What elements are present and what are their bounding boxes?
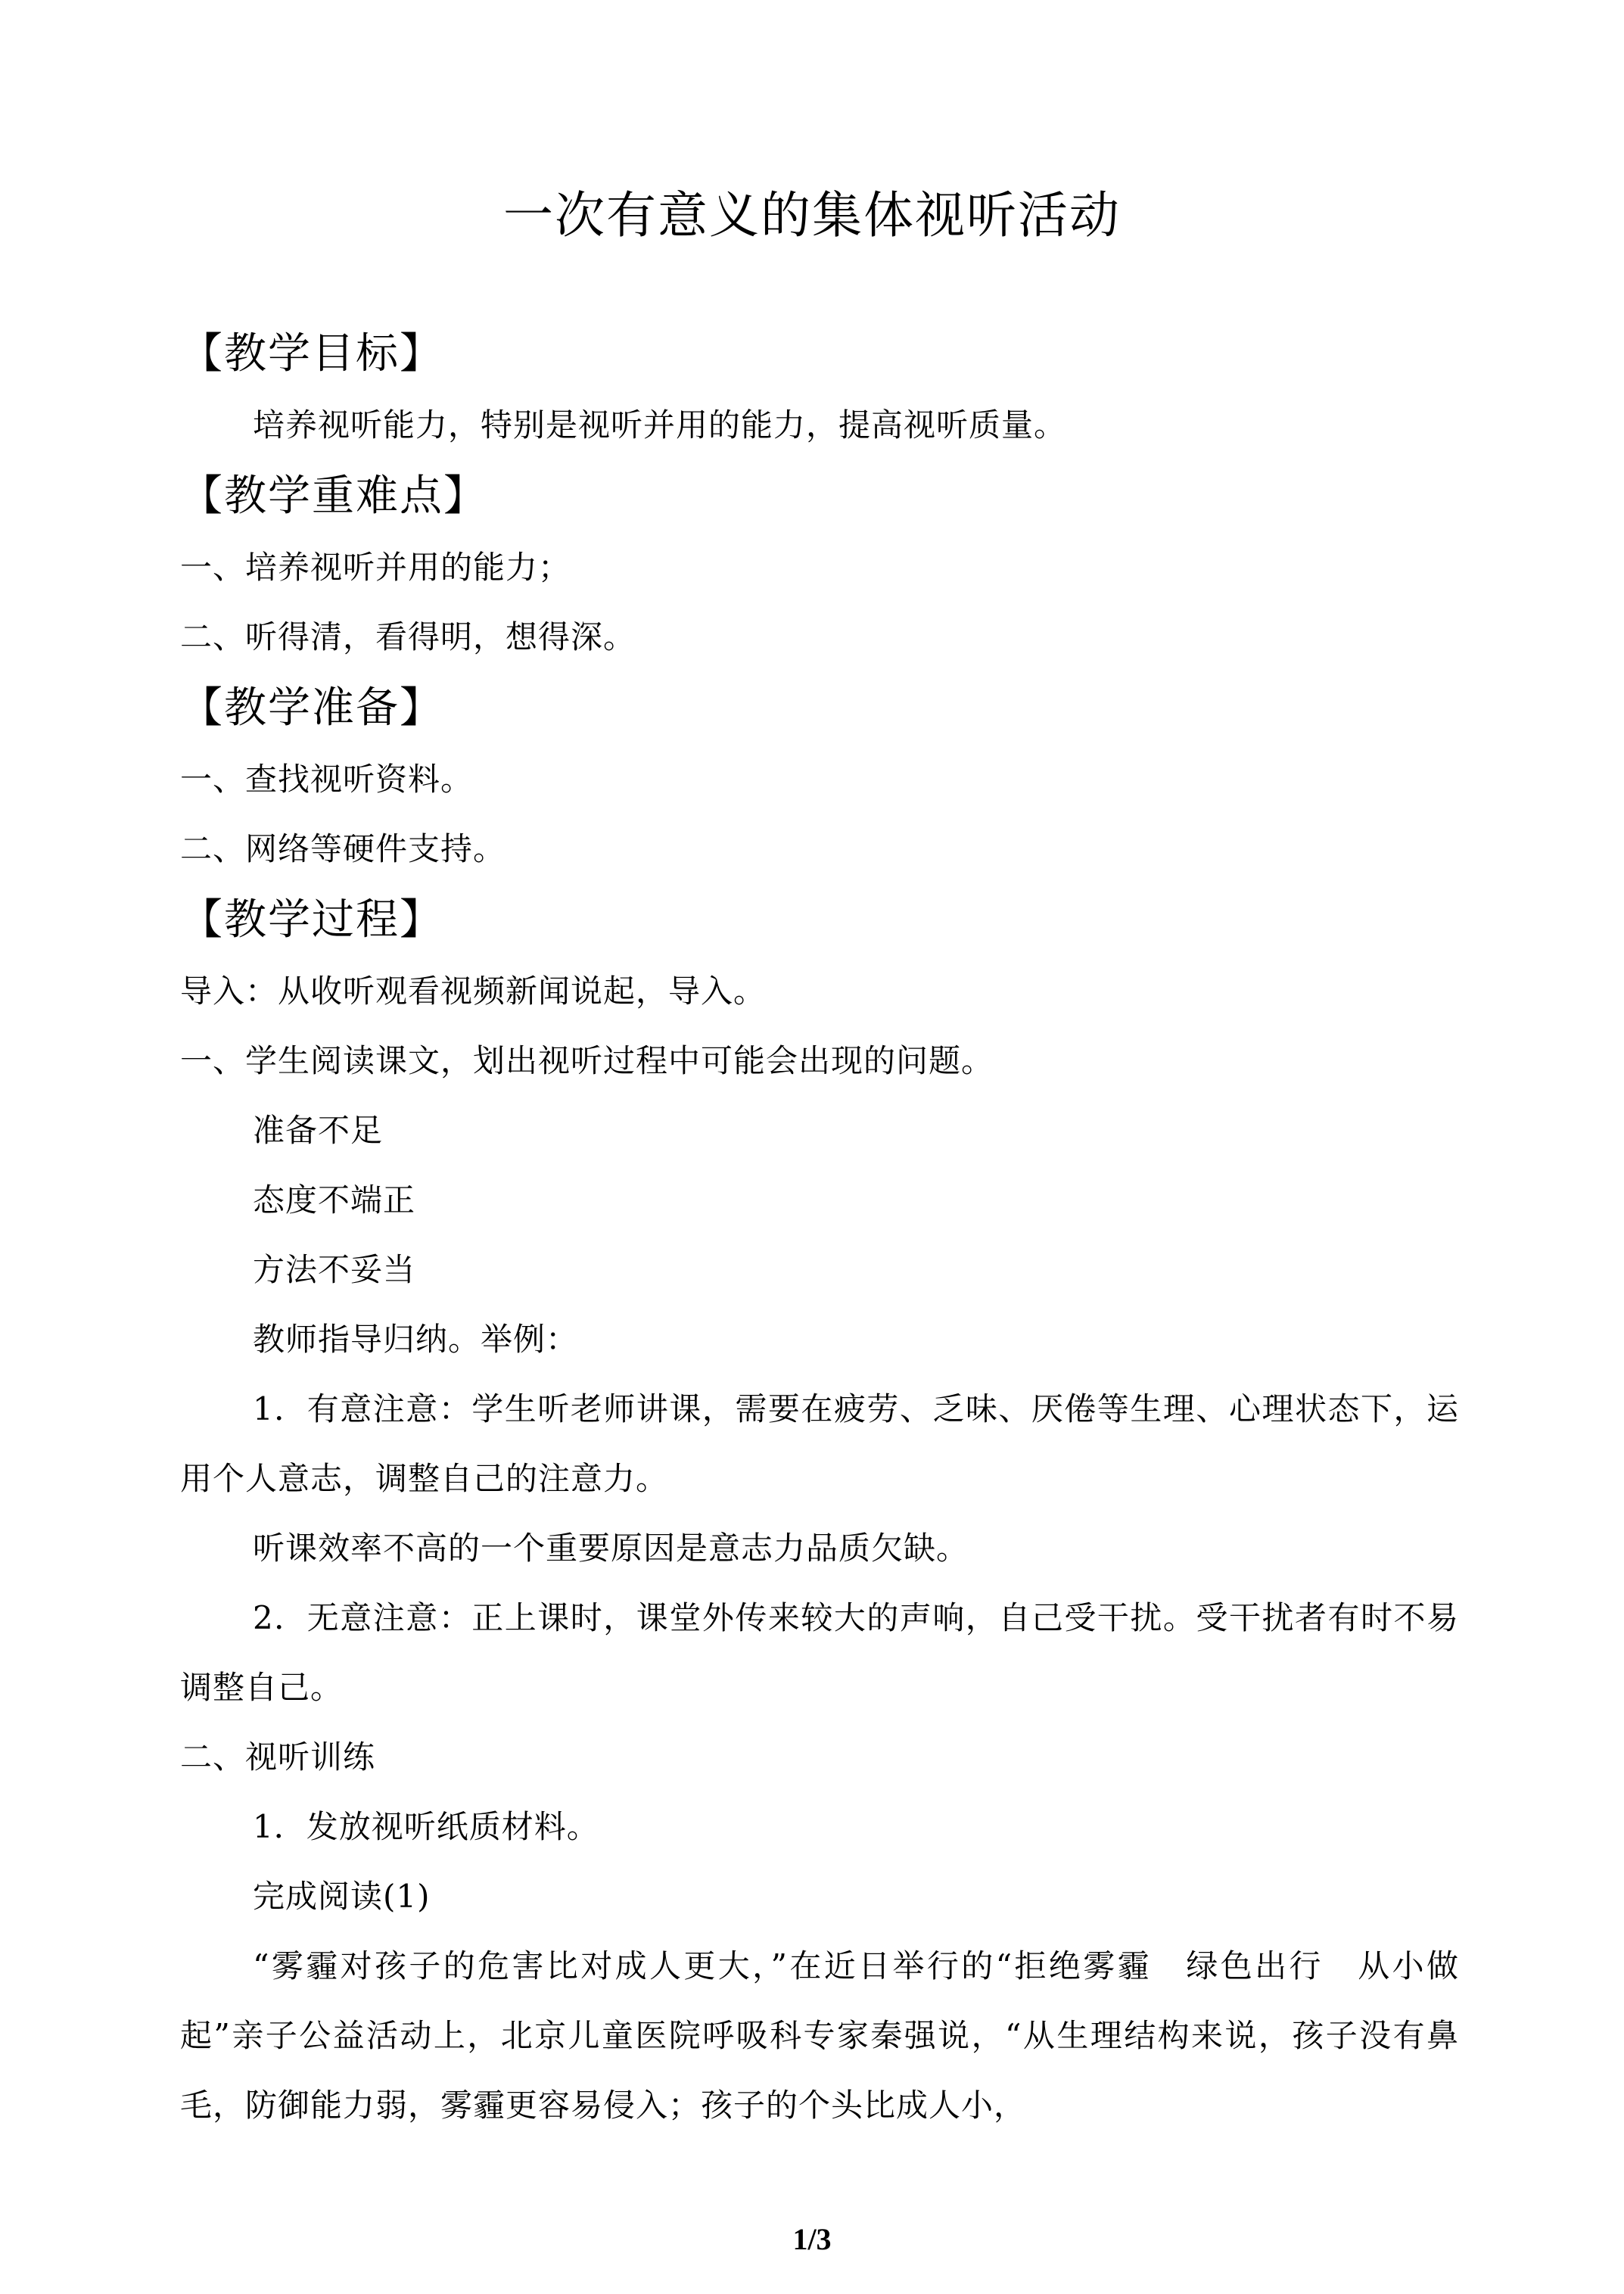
heading-preparation: 【教学准备】 [180,683,443,733]
key-point-1: 一、培养视听并用的能力； [180,549,571,586]
example-1: 1．有意注意：学生听老师讲课，需要在疲劳、乏味、厌倦等生理、心理状态下，运用个人意志，调整自己的注意力。 [180,1390,1459,1497]
objective-text: 培养视听能力，特别是视听并用的能力，提高视听质量。 [253,406,1067,444]
key-point-2: 二、听得清，看得明，想得深。 [180,618,636,655]
problem-item: 态度不端正 [253,1181,416,1219]
heading-key-points: 【教学重难点】 [180,472,487,521]
preparation-1: 一、查找视听资料。 [180,761,474,798]
preparation-2: 二、网络等硬件支持。 [180,830,506,867]
example-2: 2．无意注意：正上课时，课堂外传来较大的声响，自己受干扰。受干扰者有时不易调整自己。 [180,1599,1459,1706]
example-1-note: 听课效率不高的一个重要原因是意志力品质欠缺。 [253,1530,969,1567]
page-number: 1/3 [792,2222,832,2256]
heading-objective: 【教学目标】 [180,329,443,378]
process-step-2: 二、视听训练 [180,1738,376,1776]
document-body [180,318,1459,2140]
reading-label: 完成阅读(1) [253,1878,431,1915]
heading-process: 【教学过程】 [180,895,443,945]
process-summary: 教师指导归纳。举例： [253,1321,579,1358]
process-intro: 导入：从收听观看视频新闻说起，导入。 [180,973,767,1010]
reading-text: “雾霾对孩子的危害比对成人更大，”在近日举行的“拒绝雾霾 绿色出行 从小做起”亲子公益活动上，北京儿童医院呼吸科专家秦强说，“从生理结构来说，孩子没有鼻毛，防御能力弱，雾霾更容易侵入；孩子的个头比成人小， [180,1947,1459,2124]
problem-item: 方法不妥当 [253,1251,416,1288]
process-step-1: 一、学生阅读课文，划出视听过程中可能会出现的问题。 [180,1042,994,1079]
page-title: 一次有意义的集体视听活动 [503,186,1121,244]
step-2-item-1: 1．发放视听纸质材料。 [253,1808,599,1845]
problem-item: 准备不足 [253,1112,384,1149]
